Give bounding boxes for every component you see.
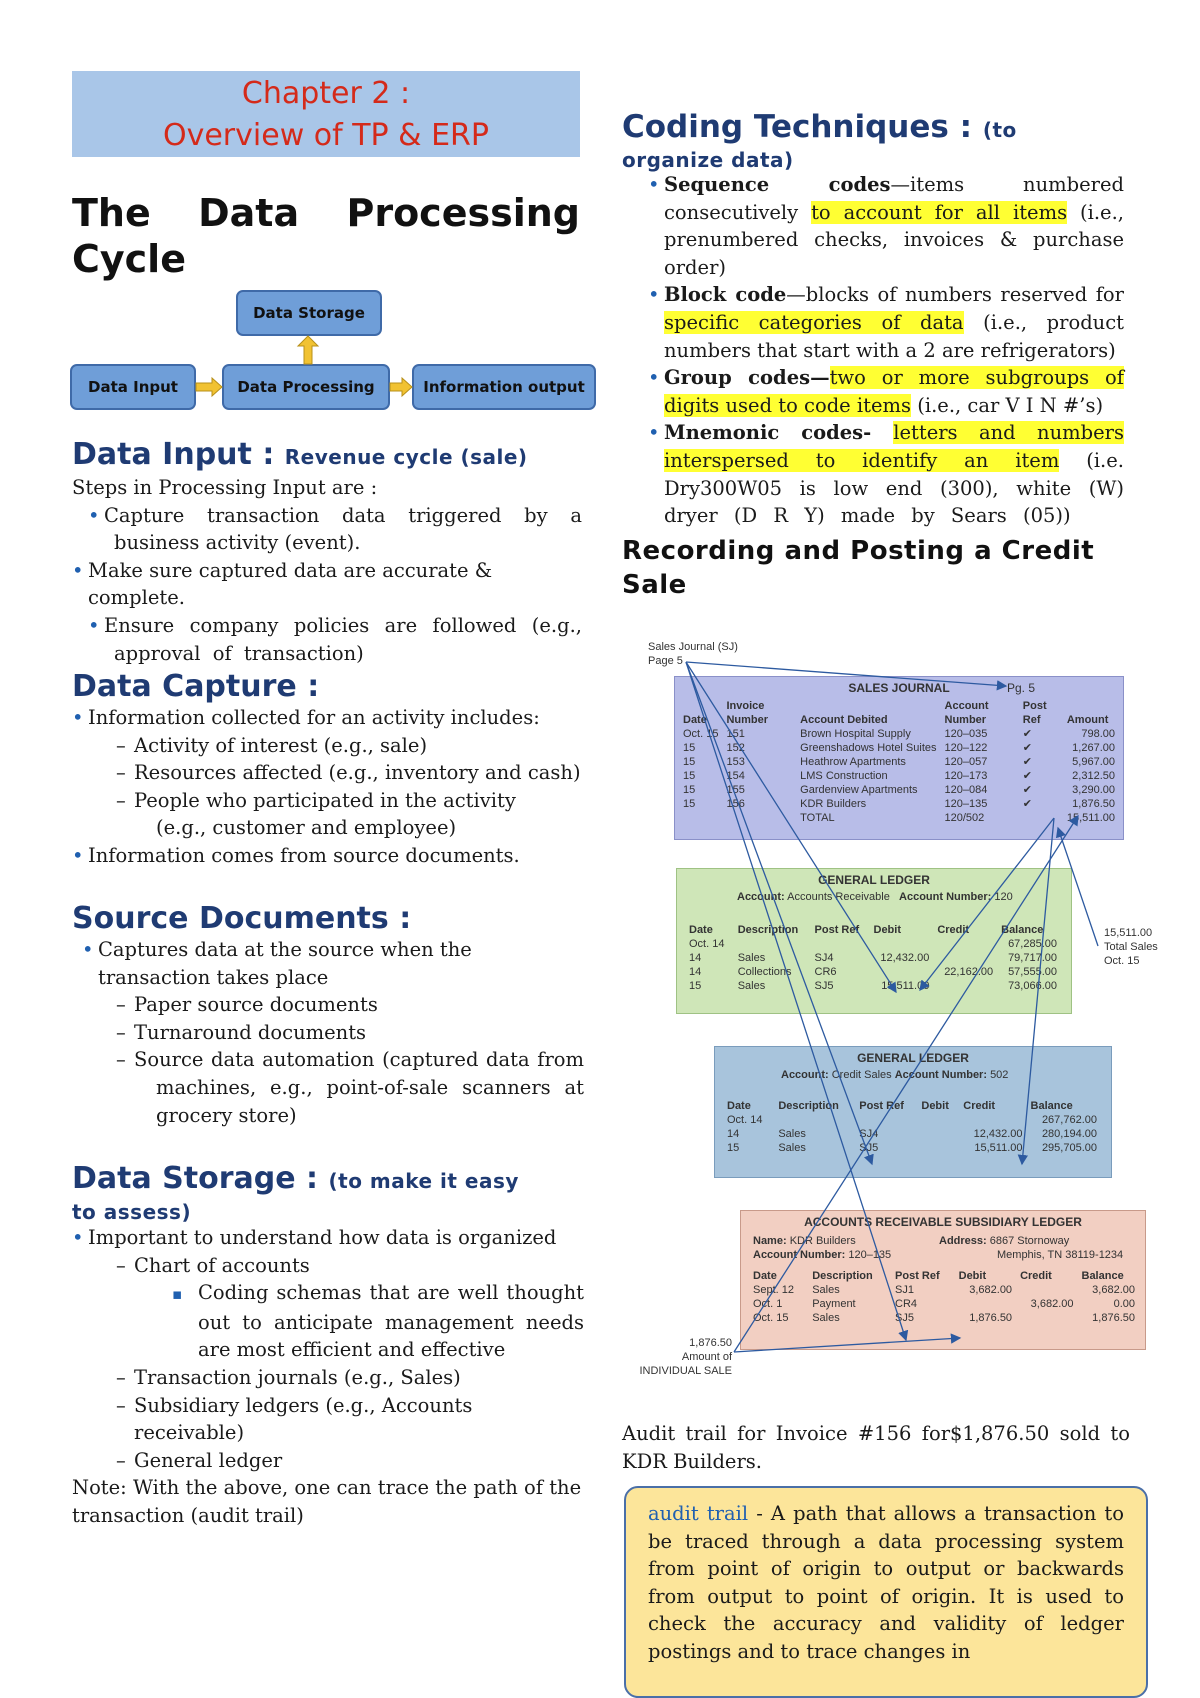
- ledger-cell: KDR Builders: [800, 798, 867, 810]
- total-sales-label: 15,511.00 Total Sales Oct. 15: [1104, 927, 1158, 967]
- ledger-cell: SJ5: [814, 980, 834, 992]
- ledger-cell: LMS Construction: [800, 770, 888, 782]
- ledger-cell: Sales: [737, 980, 766, 992]
- ledger-cell: 15: [683, 798, 696, 810]
- ledger-cell: 15: [683, 742, 696, 754]
- ledger-cell: 798.00: [1081, 728, 1115, 740]
- trail-sj-to-sub: [686, 662, 906, 1340]
- ledger-col-header: Balance: [1001, 924, 1044, 936]
- ledger-cell: ✔: [1022, 728, 1032, 740]
- ledger-col-header: Balance: [1081, 1270, 1124, 1282]
- trail-sj-to-ar: [686, 662, 896, 992]
- source-docs-sub: – Turnaround documents: [72, 1019, 584, 1047]
- data-input-heading: Data Input : Revenue cycle (sale): [72, 437, 528, 472]
- ledger-cell: 12,432.00: [973, 1128, 1023, 1140]
- coding-group: • Group codes—two or more subgroups of digits used to code items (i.e., car V I N #’s): [622, 364, 1124, 419]
- data-storage-sub: – Subsidiary ledgers (e.g., Accounts receivable): [72, 1392, 584, 1447]
- ledger-cell: Sales: [812, 1312, 840, 1324]
- audit-trail-term: audit trail: [648, 1502, 749, 1525]
- ledger-cell: 15,511.00: [974, 1142, 1023, 1154]
- ledger-cell: 67,285.00: [1008, 938, 1057, 950]
- ledger-cell: CR4: [895, 1298, 918, 1310]
- data-capture-heading: Data Capture :: [72, 669, 320, 704]
- source-docs-sub: – Source data automation (captured data from machines, e.g., point-of-sale scanners at grocery store): [72, 1046, 584, 1129]
- ledger-col-header: Post Ref: [1022, 700, 1047, 726]
- ledger-cell: 15,511.00: [881, 980, 930, 992]
- ledger-col-header: Post Ref: [859, 1100, 904, 1112]
- ledger-cell: ✔: [1022, 770, 1032, 782]
- ledger-cell: Sept. 12: [753, 1284, 794, 1296]
- ledger-cell: 295,705.00: [1041, 1142, 1097, 1154]
- coding-mnemonic: • Mnemonic codes- letters and numbers interspersed to identify an item (i.e. Dry300W05 is low end (300), white (W) dryer (D R Y) made by Sears (05)): [622, 419, 1124, 529]
- ledger-cell: 280,194.00: [1041, 1128, 1097, 1140]
- ledger-cell: 15: [683, 770, 696, 782]
- trail-total-up: [1058, 828, 1098, 946]
- source-docs-heading: Source Documents :: [72, 901, 412, 936]
- ledger-cell: 1,876.50: [969, 1312, 1013, 1324]
- ledger-cell: 0.00: [1113, 1298, 1135, 1310]
- ledger-cell: 22,162.00: [944, 966, 994, 978]
- ledger-cell: 1,876.50: [1092, 1312, 1135, 1324]
- ledger-cell: Sales: [778, 1142, 806, 1154]
- data-storage-subsub: ▪ Coding schemas that are well thought out to anticipate management needs are most efficient and effective: [72, 1279, 584, 1364]
- ledger-cell: 120–057: [944, 756, 988, 768]
- data-input-subheading: Revenue cycle (sale): [284, 445, 528, 469]
- ledger-col-header: Credit: [937, 924, 970, 936]
- data-storage-sub: – Transaction journals (e.g., Sales): [72, 1364, 584, 1392]
- ledger-cell: Oct. 14: [727, 1114, 763, 1126]
- ledger-cell: Sales: [778, 1128, 806, 1140]
- ledger-cell: 156: [726, 798, 745, 810]
- ledger-col-header: Invoice Number: [726, 700, 769, 726]
- ledger-cell: 2,312.50: [1072, 770, 1115, 782]
- data-storage-bullet: • Important to understand how data is organized: [72, 1224, 584, 1252]
- ledger-col-header: Date: [727, 1100, 751, 1112]
- ledger-col-header: Credit: [963, 1100, 996, 1112]
- ledger-cell: TOTAL: [800, 812, 835, 824]
- ledger-col-header: Debit: [921, 1100, 949, 1112]
- data-storage-sub: – General ledger: [72, 1447, 584, 1475]
- ledger-cell: SJ5: [859, 1142, 879, 1154]
- data-storage-sub: – Chart of accounts: [72, 1252, 584, 1280]
- coding-heading: Coding Techniques : (to: [622, 109, 1017, 145]
- data-storage-heading: Data Storage : (to make it easy: [72, 1161, 519, 1196]
- ledger-cell: 120–035: [944, 728, 988, 740]
- ledger-cell: 3,682.00: [1030, 1298, 1074, 1310]
- ledger-cell: 12,432.00: [880, 952, 930, 964]
- source-docs-sub: – Paper source documents: [72, 991, 584, 1019]
- data-capture-sub: – People who participated in the activity: [72, 787, 592, 815]
- ar-sub-address2: Memphis, TN 38119-1234: [997, 1249, 1124, 1261]
- ledger-cell: 15: [727, 1142, 740, 1154]
- ledger-col-header: Account Debited: [800, 714, 888, 726]
- ledger-col-header: Balance: [1030, 1100, 1073, 1112]
- coding-block: • Block code—blocks of numbers reserved for specific categories of data (i.e., product numbers that start with a 2 are refrigerators): [622, 281, 1124, 364]
- ledger-cell: 15,511.00: [1066, 812, 1115, 824]
- ledger-cell: Oct. 15: [753, 1312, 789, 1324]
- ledger-cell: Collections: [737, 966, 792, 978]
- ledger-cell: 3,290.00: [1072, 784, 1115, 796]
- sales-journal-title: SALES JOURNAL: [848, 681, 950, 695]
- ledger-cell: Oct. 1: [753, 1298, 783, 1310]
- data-capture-sub: – Resources affected (e.g., inventory and cash): [72, 759, 592, 787]
- ledger-cell: Oct. 14: [689, 938, 725, 950]
- gl-sales-title: GENERAL LEDGER: [857, 1051, 969, 1065]
- information-output-box: Information output: [412, 364, 596, 410]
- ledger-col-header: Post Ref: [814, 924, 860, 936]
- ledger-cell: 14: [727, 1128, 740, 1140]
- ledger-cell: 15: [683, 784, 696, 796]
- sj-callout-label: Sales Journal (SJ) Page 5: [648, 641, 738, 667]
- ledger-cell: 1,267.00: [1072, 742, 1115, 754]
- ar-sub-title: ACCOUNTS RECEIVABLE SUBSIDIARY LEDGER: [804, 1215, 1082, 1229]
- trail-sj-to-sales: [686, 662, 872, 1164]
- coding-subheading: organize data): [622, 148, 794, 172]
- chapter-title: Chapter 2 :: [241, 76, 411, 111]
- ledger-cell: Payment: [812, 1298, 856, 1310]
- data-input-box: Data Input: [70, 364, 196, 410]
- ledger-cell: 120/502: [944, 812, 985, 824]
- recording-heading: Recording and Posting a Credit Sale: [622, 536, 1095, 600]
- ledger-cell: Greenshadows Hotel Suites: [800, 742, 937, 754]
- ledger-cell: ✔: [1022, 742, 1032, 754]
- data-capture-sub: – Activity of interest (e.g., sale): [72, 732, 592, 760]
- ar-sub-address: Address: 6867 Stornoway: [939, 1235, 1070, 1247]
- ledger-cell: 73,066.00: [1008, 980, 1057, 992]
- chapter-subtitle: Overview of TP & ERP: [162, 118, 489, 153]
- ledger-cell: Sales: [812, 1284, 840, 1296]
- ledger-cell: SJ4: [859, 1128, 879, 1140]
- ledger-col-header: Debit: [958, 1270, 987, 1282]
- ledger-cell: 155: [726, 784, 745, 796]
- ledger-col-header: Post Ref: [895, 1270, 940, 1282]
- source-docs-bullet: • Captures data at the source when the transaction takes place: [72, 936, 584, 991]
- ledger-cell: 151: [726, 728, 745, 740]
- audit-trail-definition: - A path that allows a transaction to be traced through a data processing system from point of origin to output or backwards from output to point of origin. It is used to check the accuracy and validity of ledger postings and to trace changes in: [648, 1502, 1124, 1663]
- dp-cycle-heading: The Data Processing Cycle: [72, 191, 580, 281]
- ledger-cell: Gardenview Apartments: [800, 784, 918, 796]
- ledger-cell: 267,762.00: [1041, 1114, 1097, 1126]
- ledger-cell: 120–135: [944, 798, 988, 810]
- ledger-cell: Sales: [737, 952, 766, 964]
- data-capture-sub-cont: (e.g., customer and employee): [156, 816, 457, 840]
- audit-trail-callout: [624, 1486, 1148, 1698]
- data-input-bullet: • Make sure captured data are accurate & complete.: [72, 557, 582, 612]
- ledger-cell: ✔: [1022, 798, 1032, 810]
- ledger-cell: 14: [689, 966, 702, 978]
- ledger-cell: ✔: [1022, 784, 1032, 796]
- ar-sub-number: Account Number: 120–135: [753, 1249, 892, 1261]
- ledger-col-header: Debit: [873, 924, 901, 936]
- ledger-col-header: Description: [778, 1100, 839, 1112]
- ledger-cell: ✔: [1022, 756, 1032, 768]
- ledger-cell: Brown Hospital Supply: [800, 728, 911, 740]
- ledger-col-header: Account Number: [944, 700, 989, 726]
- ledger-cell: 153: [726, 756, 745, 768]
- ledger-cell: 79,717.00: [1008, 952, 1057, 964]
- ledger-col-header: Description: [737, 924, 799, 936]
- data-capture-bullet: • Information comes from source documents.: [72, 842, 592, 870]
- trail-total-ar: [920, 818, 1054, 990]
- ledger-cell: SJ5: [895, 1312, 914, 1324]
- gl-ar-account: Account: Accounts Receivable Account Number: 120: [737, 891, 1013, 903]
- ledger-cell: Oct. 15: [683, 728, 719, 740]
- ledger-cell: 14: [689, 952, 702, 964]
- gl-sales-account: Account: Credit Sales Account Number: 502: [781, 1069, 1009, 1081]
- data-processing-box: Data Processing: [222, 364, 390, 410]
- trail-indiv-sj: [734, 816, 1078, 1352]
- ledger-col-header: Date: [683, 714, 707, 726]
- ledger-cell: CR6: [814, 966, 837, 978]
- data-storage-box: Data Storage: [236, 290, 382, 336]
- individual-sale-label: 1,876.50 Amount of INDIVIDUAL SALE: [639, 1337, 732, 1377]
- sales-journal-page: Pg. 5: [1007, 681, 1036, 695]
- data-storage-subheading: to assess): [72, 1200, 192, 1224]
- ledger-cell: 154: [726, 770, 745, 782]
- data-input-bullet: • Capture transaction data triggered by a business activity (event).: [72, 502, 582, 557]
- data-input-intro: Steps in Processing Input are :: [72, 476, 378, 499]
- ledger-col-header: Date: [689, 924, 713, 936]
- data-capture-bullet: • Information collected for an activity includes:: [72, 704, 592, 732]
- data-input-bullet: • Ensure company policies are followed (e.g., approval of transaction): [72, 612, 582, 667]
- ledger-cell: 120–173: [944, 770, 988, 782]
- data-storage-note: Note: With the above, one can trace the path of the transaction (audit trail): [72, 1476, 582, 1527]
- ledger-cell: 3,682.00: [1092, 1284, 1135, 1296]
- gl-ar-title: GENERAL LEDGER: [818, 873, 930, 887]
- ledger-cell: SJ1: [895, 1284, 914, 1296]
- ledger-cell: 120–122: [944, 742, 988, 754]
- ledger-cell: Heathrow Apartments: [800, 756, 906, 768]
- ledger-cell: 1,876.50: [1072, 798, 1115, 810]
- ledger-cell: 120–084: [944, 784, 988, 796]
- ar-sub-name: Name: KDR Builders: [753, 1235, 856, 1247]
- ledger-cell: 152: [726, 742, 745, 754]
- coding-sequence: • Sequence codes—items numbered consecutively to account for all items (i.e., prenumbered checks, invoices & purchase order): [622, 171, 1124, 281]
- ledger-cell: 3,682.00: [969, 1284, 1013, 1296]
- ledger-col-header: Date: [753, 1270, 777, 1282]
- ledger-cell: SJ4: [814, 952, 834, 964]
- audit-trail-caption: Audit trail for Invoice #156 for$1,876.50 sold to KDR Builders.: [622, 1422, 1130, 1473]
- trail-indiv-sub: [734, 1338, 960, 1352]
- ledger-cell: 57,555.00: [1008, 966, 1057, 978]
- ledger-cell: 5,967.00: [1072, 756, 1115, 768]
- trail-total-sales: [1022, 818, 1054, 1164]
- ledger-cell: 15: [683, 756, 696, 768]
- ledger-col-header: Description: [812, 1270, 873, 1282]
- trail-page-ref: [686, 662, 1006, 686]
- ledger-col-header: Amount: [1066, 714, 1109, 726]
- ledger-cell: 15: [689, 980, 702, 992]
- ledger-col-header: Credit: [1020, 1270, 1052, 1282]
